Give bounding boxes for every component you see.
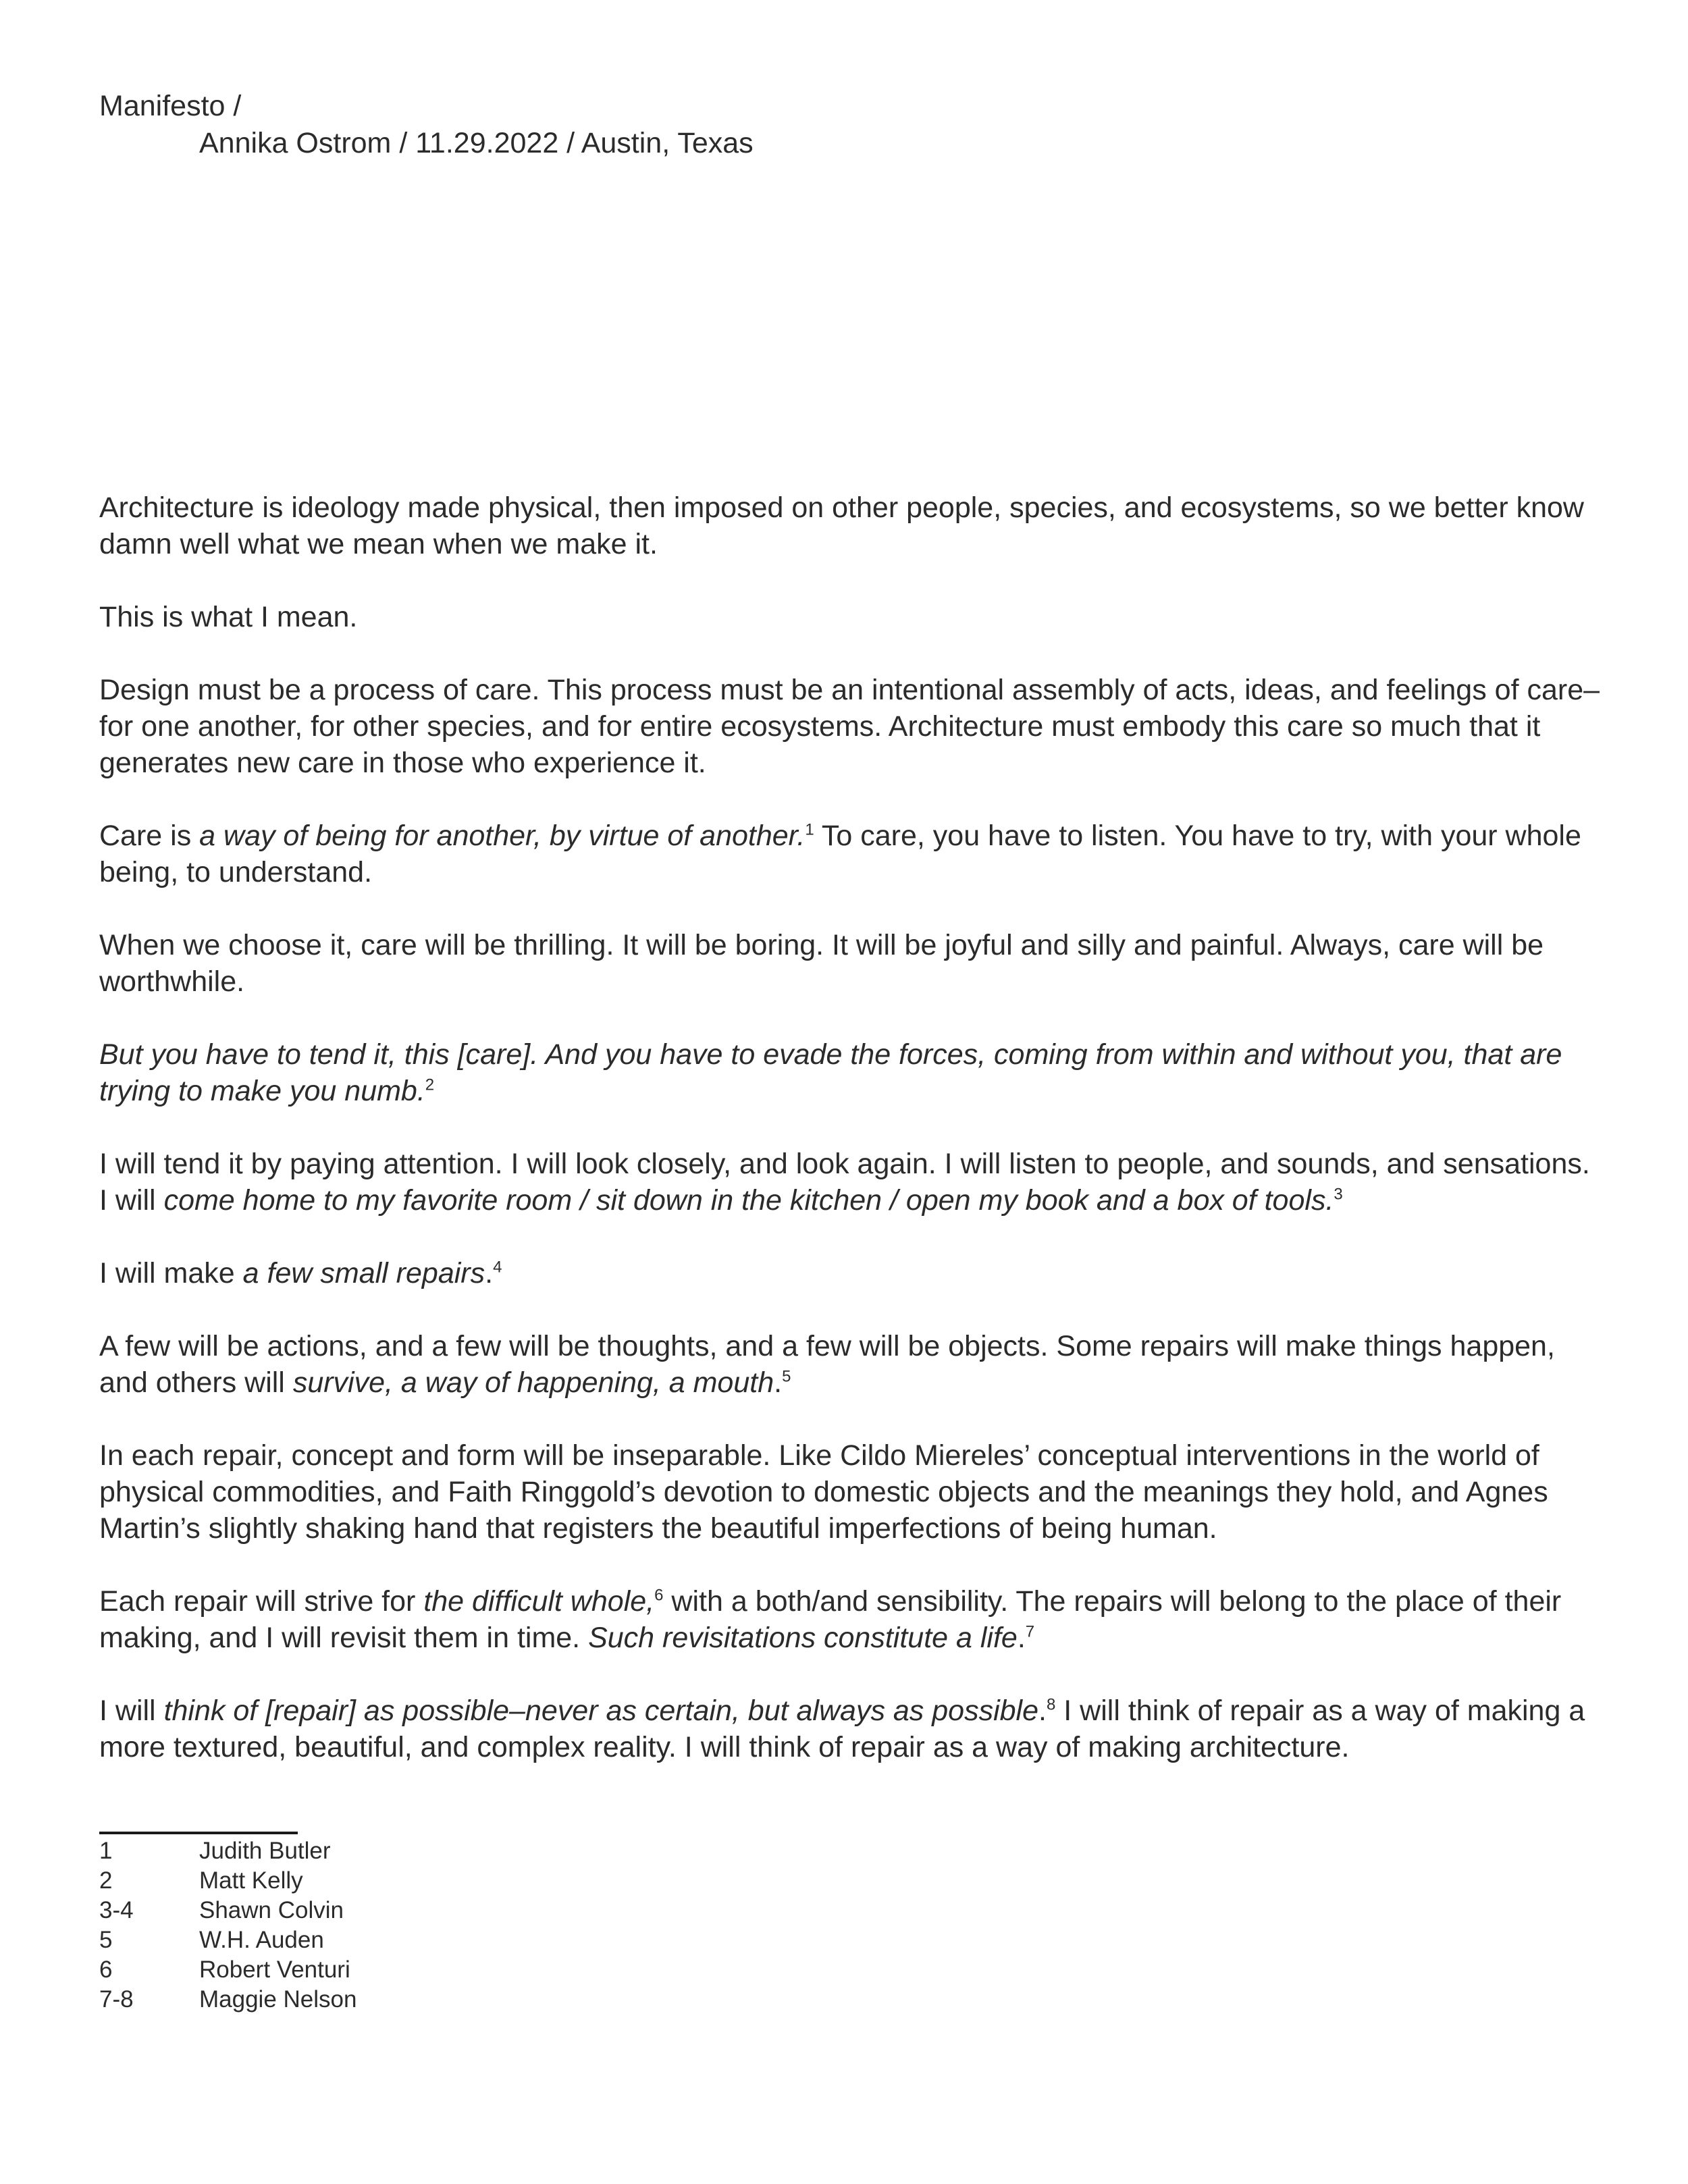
footnote-number: 6 — [99, 1956, 113, 1983]
footnote-number: 2 — [99, 1867, 113, 1894]
paragraph-6 — [99, 1036, 1605, 1109]
footnote — [99, 1925, 357, 1955]
document-title: Manifesto / — [99, 90, 242, 122]
paragraph-1: Architecture is ideology made physical, then imposed on other people, species, and ecosystems, so we better know damn well what we mean when we make it. — [99, 491, 1584, 560]
footnote — [99, 1836, 357, 1866]
footnote-ref: 2 — [425, 1075, 435, 1094]
footnote-ref: 1 — [805, 820, 814, 839]
footnote-ref: 3 — [1334, 1185, 1343, 1204]
footnotes — [99, 1836, 357, 2015]
footnote-ref: 8 — [1046, 1695, 1056, 1714]
paragraph-9: A few will be actions, and a few will be thoughts, and a few will be objects. Some repairs will make things happen, and others will survive, a way of happening, a mouth.$^5$ — [99, 1330, 1555, 1399]
footnote-source: W.H. Auden — [199, 1927, 324, 1953]
footnote — [99, 1866, 357, 1896]
footnote-number: 5 — [99, 1927, 113, 1953]
paragraph-8: I will make a few small repairs.$^4$ — [99, 1257, 502, 1289]
paragraph-2: This is what I mean. — [99, 601, 358, 633]
footnote-source: Robert Venturi — [199, 1956, 350, 1983]
paragraph-4: Care is a way of being for another, by virtue of another.$^1$ To care, you have to listen. You have to try, with your whole being, to understand. — [99, 820, 1581, 888]
footnote-ref: 6 — [654, 1586, 664, 1605]
paragraph-3: Design must be a process of care. This process must be an intentional assembly of acts, ideas, and feelings of care– for one another, for other species, and for entire ecosystems. Architecture must embody this care so much that it generates new care in those who experience it. — [99, 674, 1600, 779]
quote: come home to my favorite room / sit down in the kitchen / open my book and a box of tools. — [163, 1184, 1334, 1217]
paragraph-5: When we choose it, care will be thrilling. It will be boring. It will be joyful and silly and painful. Always, care will be worthwhile. — [99, 929, 1544, 998]
footnote-number: 1 — [99, 1838, 113, 1864]
footnote — [99, 1985, 357, 2015]
footnote-ref: 7 — [1025, 1622, 1035, 1641]
footnote-number: 3-4 — [99, 1897, 134, 1923]
paragraph-11: Each repair will strive for the difficult whole,$^6$ with a both/and sensibility. The repairs will belong to the place of their making, and I will revisit them in time. Such revisitations constitute a life.$^7$ — [99, 1585, 1562, 1654]
quote: But you have to tend it, this [care]. And you have to evade the forces, coming from within and without you, that are trying to make you numb. — [99, 1038, 1562, 1107]
quote: a way of being for another, by virtue of another. — [199, 820, 806, 852]
paragraph-12: I will think of [repair] as possible–never as certain, but always as possible.$^8$ I will think of repair as a way of making a more textured, beautiful, and complex reality. I will think of repair as a way of making architecture. — [99, 1695, 1585, 1763]
paragraph-10: In each repair, concept and form will be inseparable. Like Cildo Miereles’ conceptual interventions in the world of physical commodities, and Faith Ringgold’s devotion to domestic objects and the meanings they hold, and Agnes Martin’s slightly shaking hand that registers the beautiful imperfections of being human. — [99, 1439, 1548, 1545]
footnote-divider — [99, 1832, 298, 1834]
header — [99, 88, 1591, 162]
footnote-source: Shawn Colvin — [199, 1897, 344, 1923]
byline: Annika Ostrom / 11.29.2022 / Austin, Texas — [199, 127, 754, 159]
footnote — [99, 1896, 357, 1925]
quote: a few small repairs — [242, 1257, 485, 1289]
paragraph-7: I will tend it by paying attention. I will look closely, and look again. I will listen to people, and sounds, and sensations. I will come home to my favorite room / sit down in the kitchen / open my book and a box of tools.$^3$ — [99, 1148, 1590, 1217]
footnote-number: 7-8 — [99, 1986, 134, 2013]
manifesto-body — [99, 489, 1605, 1765]
quote: Such revisitations constitute a life — [588, 1622, 1018, 1654]
footnote — [99, 1955, 357, 1985]
footnote-source: Judith Butler — [199, 1838, 331, 1864]
footnote-ref: 4 — [493, 1258, 502, 1277]
quote: think of [repair] as possible–never as certain, but always as possible — [163, 1695, 1039, 1727]
footnote-ref: 5 — [782, 1367, 791, 1386]
footnote-source: Matt Kelly — [199, 1867, 303, 1894]
quote: survive, a way of happening, a mouth — [292, 1366, 774, 1399]
quote: the difficult whole, — [423, 1585, 655, 1618]
footnote-source: Maggie Nelson — [199, 1986, 357, 2013]
